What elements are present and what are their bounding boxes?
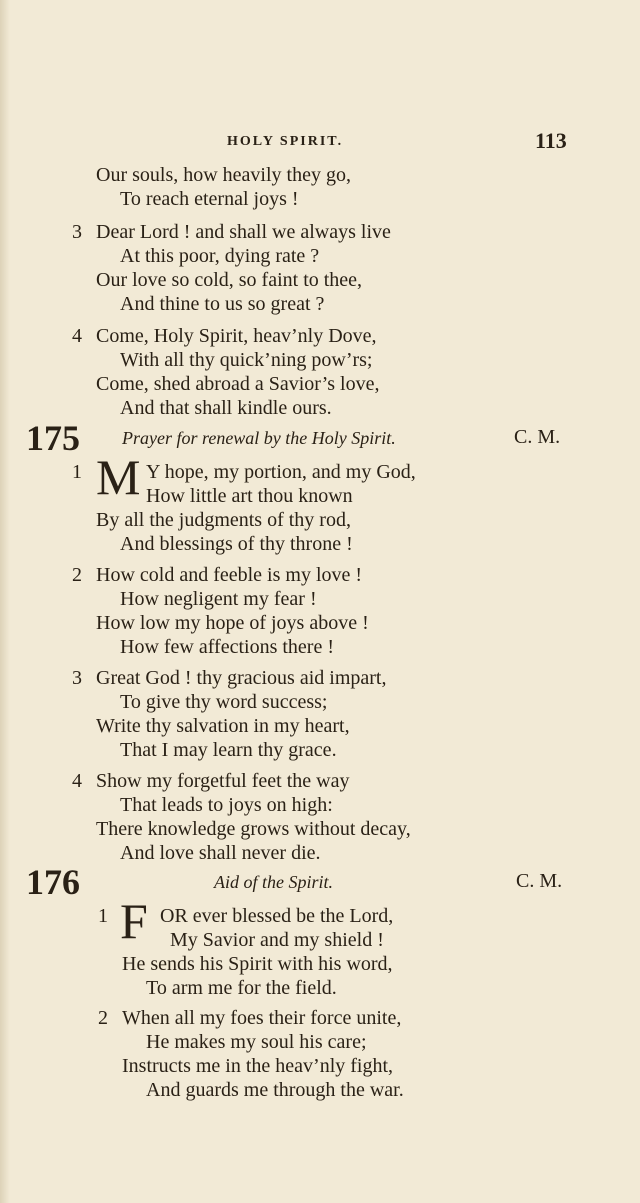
verse-line: Write thy salvation in my heart, [96, 715, 350, 737]
verse-line: There knowledge grows without decay, [96, 818, 411, 840]
verse-number: 4 [72, 325, 82, 347]
hymn-meter: C. M. [514, 426, 561, 448]
verse-line: That I may learn thy grace. [120, 739, 337, 761]
verse-line: When all my foes their force unite, [122, 1007, 402, 1029]
verse-line: And love shall never die. [120, 842, 321, 864]
verse-line: To arm me for the field. [146, 977, 337, 999]
verse-line: Y hope, my portion, and my God, [146, 461, 416, 483]
verse-line: My Savior and my shield ! [170, 929, 384, 951]
page-number: 113 [535, 128, 567, 153]
hymn-title: Aid of the Spirit. [214, 872, 333, 892]
verse-line: How few affections there ! [120, 636, 334, 658]
verse-line: Come, Holy Spirit, heav’nly Dove, [96, 325, 377, 347]
verse-number: 1 [98, 905, 108, 927]
hymn-number: 175 [26, 418, 80, 458]
verse-line: Dear Lord ! and shall we always live [96, 221, 391, 243]
verse-line: And thine to us so great ? [120, 293, 325, 315]
verse-line: How negligent my fear ! [120, 588, 317, 610]
verse-line: Great God ! thy gracious aid impart, [96, 667, 387, 689]
verse-line: How low my hope of joys above ! [96, 612, 369, 634]
verse-number: 3 [72, 667, 82, 689]
verse-line: To reach eternal joys ! [120, 188, 299, 210]
verse-line: Our souls, how heavily they go, [96, 164, 351, 186]
drop-cap: M [96, 449, 141, 505]
verse-line: Instructs me in the heav’nly fight, [122, 1055, 394, 1077]
verse-line: At this poor, dying rate ? [120, 245, 320, 267]
verse-line: He makes my soul his care; [146, 1031, 367, 1053]
verse-line: To give thy word success; [120, 691, 328, 713]
page-binding-edge [0, 0, 10, 1203]
verse-number: 2 [72, 564, 82, 586]
verse-line: How cold and feeble is my love ! [96, 564, 363, 586]
verse-line: And guards me through the war. [146, 1079, 404, 1101]
verse-line: Come, shed abroad a Savior’s love, [96, 373, 380, 395]
verse-line: And that shall kindle ours. [120, 397, 332, 419]
verse-line: That leads to joys on high: [120, 794, 333, 816]
verse-line: Our love so cold, so faint to thee, [96, 269, 363, 291]
verse-number: 1 [72, 461, 82, 483]
verse-line: OR ever blessed be the Lord, [160, 905, 394, 927]
verse-number: 4 [72, 770, 82, 792]
verse-number: 3 [72, 221, 82, 243]
verse-line: He sends his Spirit with his word, [122, 953, 393, 975]
running-title: HOLY SPIRIT. [227, 134, 344, 149]
verse-line: Show my forgetful feet the way [96, 770, 350, 792]
hymn-title: Prayer for renewal by the Holy Spirit. [122, 428, 396, 448]
hymn-meter: C. M. [516, 870, 563, 892]
verse-line: How little art thou known [146, 485, 353, 507]
verse-line: By all the judgments of thy rod, [96, 509, 351, 531]
drop-cap: F [120, 893, 148, 949]
hymn-number: 176 [26, 862, 80, 902]
verse-number: 2 [98, 1007, 108, 1029]
verse-line: And blessings of thy throne ! [120, 533, 353, 555]
verse-line: With all thy quick’ning pow’rs; [120, 349, 373, 371]
